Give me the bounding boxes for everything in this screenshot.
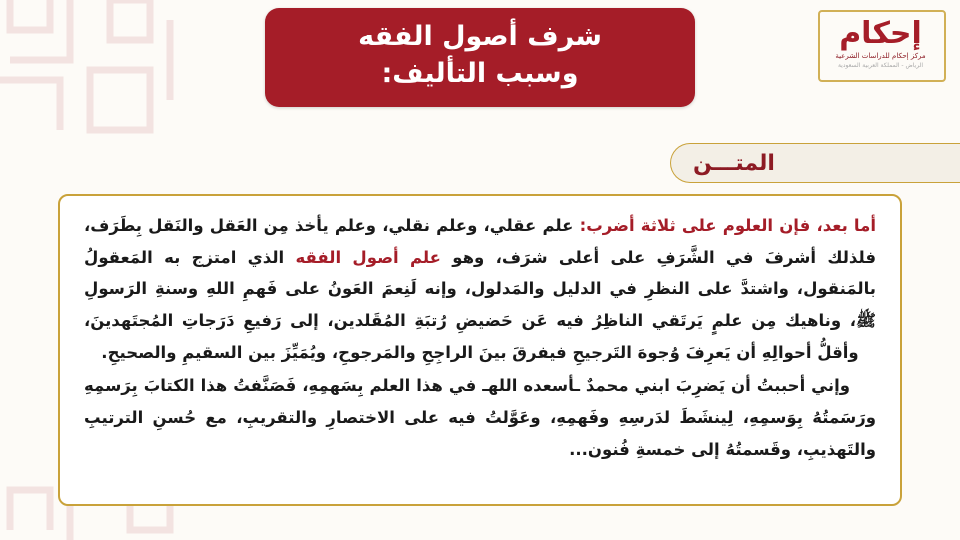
matn-paragraph-1-highlight: علم أصول الفقه [295,247,441,267]
page-title-line-2: وسبب التأليف: [381,58,579,90]
decorative-pattern-top-left [0,0,210,140]
logo-subtitle: مركز إحكام للدراسات الشرعية [835,51,926,60]
section-tab-matn [670,143,960,183]
matn-paragraph-2: وإني أحببتُ أن يَضرِبَ ابني محمدٌ ـأسعده اللهـ في هذا العلم بِسَهمِهِ، فَصَنَّفتُ هذا الكتابَ بِرَسمِهِ ورَسَمتُهُ بِوَسمِهِ، لِينشَطَ لدَرسِهِ وفَهمِهِ، وعَوَّلتُ فيه على الاختصارِ والتقريبِ، مع حُسنِ الترتيبِ والتَهذيبِ، وقَسمتُهُ إلى خمسةِ فُنون... [84,376,876,459]
matn-paragraph-1-part-b: الذي امتزج به المَعقولُ بالمَنقول، واشتدَّ على النظرِ في الدليل والمَدلول، وإنه لَنِعمَ العَونُ على فَهمِ اللهِ وسنةِ الرَسولِ ﷺ، وناهيك مِن علمٍ يَرتَقي الناظِرُ فيه عَن حَضيضِ رُتبَةِ المُقَلدين، إلى رَفيعِ دَرَجاتِ المُجتَهدينَ، وأقلُّ أحوالِهِ أن يَعرِفَ وُجوهَ التَرجيحِ فيفرقَ بينَ الراجِحِ والمَرجوحِ، ويُمَيِّزَ بين السقيمِ والصحيحِ. [84,247,876,362]
page-title-banner [265,8,695,107]
matn-paragraph-1-opening: أما بعد، فإن العلوم على ثلاثة أضرب: [579,216,876,235]
logo-subtitle-secondary: الرياض - المملكة العربية السعودية [837,61,924,69]
page-title-line-1: شرف أصول الفقه [358,21,602,52]
logo-name: إحكام [839,16,922,51]
matn-paragraph-1 [84,210,876,368]
section-tab-label: المتـــن [693,150,775,176]
matn-paragraph-1-part-a: علم عقلي، وعلم نقلي، وعلم يأخذ مِن العَقل والنَقل بِطَرَف، فلذلك أشرفَ في الشَّرَفِ على أعلى شرَف، وهو [84,216,876,267]
matn-text-box [58,194,902,506]
logo [823,18,938,69]
